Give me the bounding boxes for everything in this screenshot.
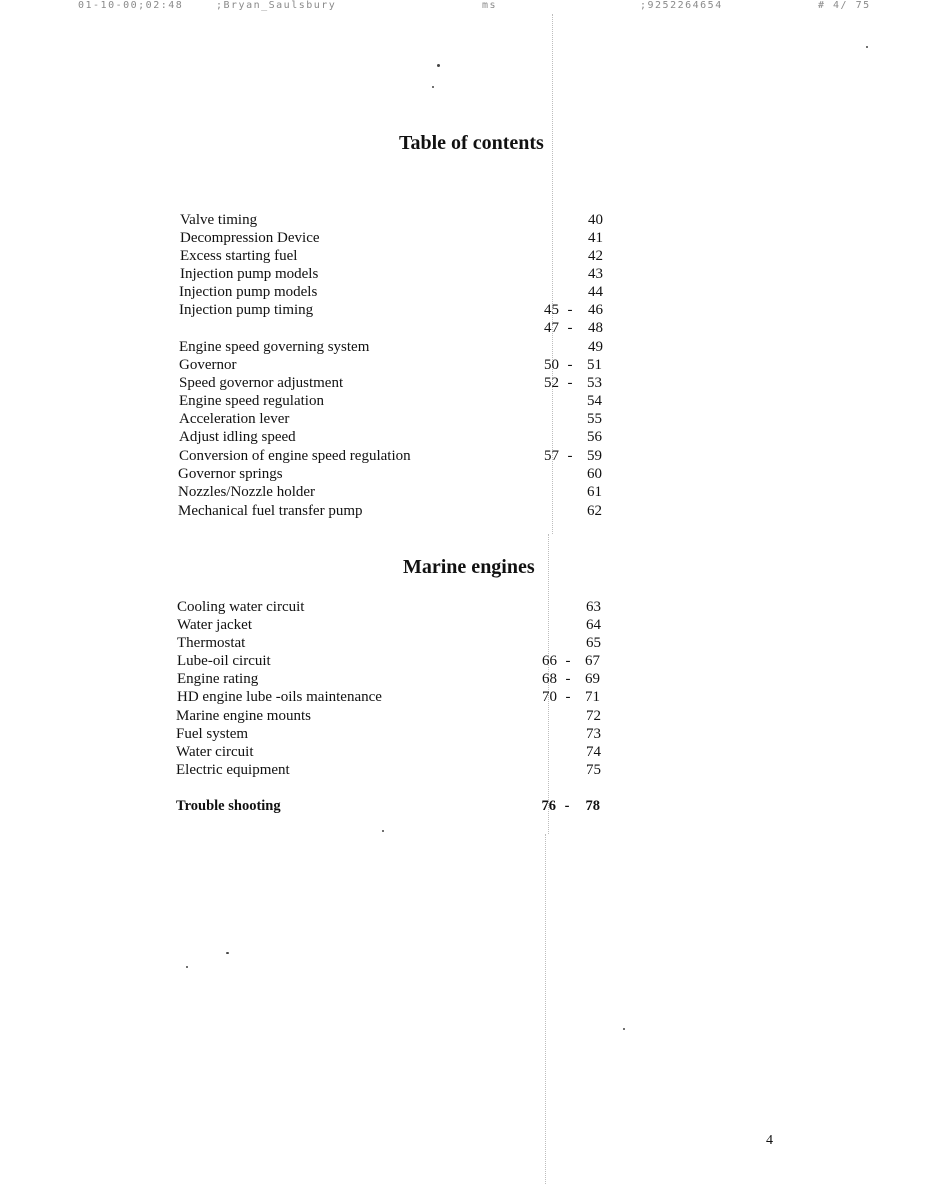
- toc-entry-page: 49: [588, 339, 603, 355]
- toc-entry: [180, 229, 610, 247]
- toc-entry-page: 74: [586, 744, 601, 760]
- toc-entry-label: Conversion of engine speed regulation: [179, 448, 411, 464]
- toc-entry-label: Electric equipment: [176, 762, 290, 778]
- toc-entry-page-to: 67: [585, 653, 600, 669]
- toc-entry-page: 42: [588, 248, 603, 264]
- toc-entry: [179, 374, 609, 392]
- toc-entry: [179, 283, 609, 301]
- toc-entry-label: Lube-oil circuit: [177, 653, 271, 669]
- toc-entry: [179, 447, 609, 465]
- toc-entry-label: Engine speed regulation: [179, 393, 324, 409]
- toc-entry-range-dash: -: [565, 689, 571, 705]
- toc-entry-page-to: 59: [587, 448, 602, 464]
- fax-sender: ;Bryan_Saulsbury: [216, 0, 337, 11]
- toc-entry-label: Engine speed governing system: [179, 339, 370, 355]
- toc-entry-range-dash: -: [567, 375, 573, 391]
- toc-entry-label: Governor springs: [178, 466, 283, 482]
- toc-entry-label: Injection pump timing: [179, 302, 314, 318]
- toc-entry-label: Excess starting fuel: [180, 248, 298, 264]
- toc-entry-page: 72: [586, 708, 601, 724]
- toc-entry-trouble-shooting: [176, 797, 606, 815]
- fax-code: ms: [482, 0, 498, 11]
- toc-entry-range-dash: -: [567, 320, 573, 336]
- toc-entry-range-dash: -: [565, 653, 571, 669]
- toc-entry: [176, 707, 606, 725]
- scan-speck: [866, 46, 868, 48]
- toc-entry-page-to: 51: [587, 357, 602, 373]
- page-number: 4: [766, 1133, 773, 1148]
- toc-entry-label: Thermostat: [177, 635, 246, 651]
- toc-entry-range-dash: -: [565, 671, 571, 687]
- toc-entry-label: HD engine lube -oils maintenance: [177, 689, 382, 705]
- toc-entry-page-to: 69: [585, 671, 600, 687]
- fax-page-counter: # 4/ 75: [818, 0, 871, 11]
- toc-entry-page: 63: [586, 599, 601, 615]
- toc-entry-page-from: 76: [541, 798, 556, 814]
- toc-entry-page-from: 68: [542, 671, 557, 687]
- toc-entry-label: Mechanical fuel transfer pump: [178, 503, 363, 519]
- toc-entry-page-from: 50: [544, 357, 559, 373]
- toc-entry: [177, 670, 607, 688]
- scan-speck: [186, 966, 188, 968]
- toc-entry: [179, 428, 609, 446]
- toc-entry-label: Injection pump models: [179, 284, 318, 300]
- toc-entry-page-to: 53: [587, 375, 602, 391]
- toc-entry: [179, 356, 609, 374]
- toc-entry-label: Marine engine mounts: [176, 708, 311, 724]
- toc-entry-label: Trouble shooting: [176, 798, 281, 814]
- toc-entry-label: Acceleration lever: [179, 411, 290, 427]
- scan-speck: [382, 830, 384, 832]
- toc-entry: [179, 319, 609, 337]
- toc-entry: [180, 265, 610, 283]
- toc-entry-page-from: 66: [542, 653, 557, 669]
- scan-fold-line: [545, 834, 546, 1184]
- toc-entry-page-from: 57: [544, 448, 559, 464]
- toc-entry: [177, 688, 607, 706]
- fax-timestamp: 01-10-00;02:48: [78, 0, 184, 11]
- toc-entry: [177, 634, 607, 652]
- toc-entry-page: 65: [586, 635, 601, 651]
- toc-entry: [178, 465, 608, 483]
- page-title: Table of contents: [399, 132, 544, 154]
- toc-entry-page-to: 46: [588, 302, 603, 318]
- toc-entry: [178, 502, 608, 520]
- fax-phone: ;9252264654: [640, 0, 723, 11]
- toc-entry-label: Engine rating: [177, 671, 259, 687]
- toc-entry: [177, 598, 607, 616]
- toc-entry: [179, 338, 609, 356]
- toc-entry: [176, 761, 606, 779]
- toc-entry-page: 64: [586, 617, 601, 633]
- toc-entry-label: Fuel system: [176, 726, 249, 742]
- toc-entry: [179, 410, 609, 428]
- toc-entry: [176, 725, 606, 743]
- toc-entry-range-dash: -: [567, 302, 573, 318]
- toc-entry: [180, 247, 610, 265]
- toc-entry-page: 55: [587, 411, 602, 427]
- toc-entry-label: Water jacket: [177, 617, 252, 633]
- toc-entry: [177, 616, 607, 634]
- toc-entry-page: 43: [588, 266, 603, 282]
- toc-entry-page: 60: [587, 466, 602, 482]
- toc-entry: [176, 743, 606, 761]
- toc-entry-page-to: 78: [585, 798, 600, 814]
- toc-entry: [179, 301, 609, 319]
- toc-entry-page: 41: [588, 230, 603, 246]
- toc-entry-label: Valve timing: [180, 212, 258, 228]
- scan-speck: [432, 86, 434, 88]
- toc-entry-page: 62: [587, 503, 602, 519]
- toc-entry: [180, 211, 610, 229]
- toc-entry-page-from: 70: [542, 689, 557, 705]
- scan-speck: [437, 64, 440, 67]
- toc-entry: [179, 392, 609, 410]
- toc-entry-label: Decompression Device: [180, 230, 320, 246]
- fax-header: [0, 0, 931, 14]
- toc-entry-page-to: 48: [588, 320, 603, 336]
- toc-entry-page-to: 71: [585, 689, 600, 705]
- toc-entry-page: 56: [587, 429, 602, 445]
- toc-entry-label: Speed governor adjustment: [179, 375, 344, 391]
- toc-entry-label: Water circuit: [176, 744, 254, 760]
- toc-entry-label: Cooling water circuit: [177, 599, 305, 615]
- toc-entry-page: 73: [586, 726, 601, 742]
- toc-entry-page: 44: [588, 284, 603, 300]
- section-heading-marine-engines: Marine engines: [403, 556, 535, 578]
- toc-entry-range-dash: -: [564, 798, 570, 814]
- toc-entry-page: 54: [587, 393, 602, 409]
- toc-entry-range-dash: -: [567, 448, 573, 464]
- toc-entry-label: Injection pump models: [180, 266, 319, 282]
- toc-entry-page-from: 52: [544, 375, 559, 391]
- toc-entry-label: Adjust idling speed: [179, 429, 296, 445]
- toc-entry-label: Governor: [179, 357, 237, 373]
- toc-entry-page: 61: [587, 484, 602, 500]
- toc-entry-label: Nozzles/Nozzle holder: [178, 484, 316, 500]
- toc-entry: [177, 652, 607, 670]
- toc-entry-page-from: 47: [544, 320, 559, 336]
- toc-entry-page-from: 45: [544, 302, 559, 318]
- toc-entry-page: 75: [586, 762, 601, 778]
- toc-entry-page: 40: [588, 212, 603, 228]
- scan-speck: [226, 952, 229, 954]
- toc-entry-range-dash: -: [567, 357, 573, 373]
- toc-entry: [178, 483, 608, 501]
- scan-speck: [623, 1028, 625, 1030]
